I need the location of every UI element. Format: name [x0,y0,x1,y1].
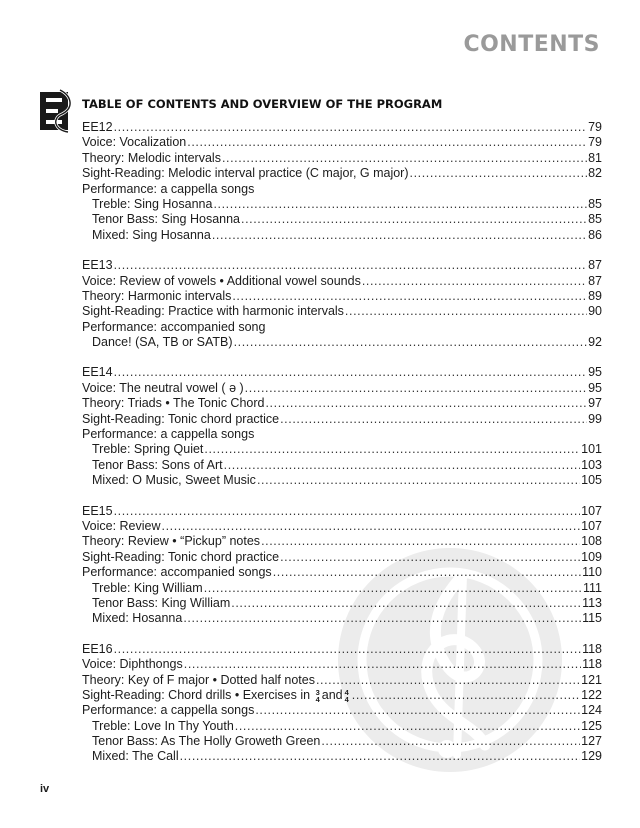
dot-leader [212,228,587,243]
toc-entry-page: 107 [581,518,602,533]
toc-entry[interactable] [82,212,602,227]
toc-entry-page: 111 [582,580,602,595]
toc-entry-page: 82 [588,166,602,181]
toc-entry-label: Tenor Bass: Sons of Art [92,457,223,472]
dot-leader [162,519,581,534]
toc-entry[interactable] [82,182,602,197]
dot-leader [273,565,581,580]
toc-entry-page: 118 [582,657,602,672]
toc-entry-page: 124 [581,703,602,718]
toc-entry-page: 101 [581,442,602,457]
dot-leader [316,673,580,688]
toc-section [82,258,602,350]
toc-entry-label: Sight-Reading: Melodic interval practice (C major, G major) [82,166,409,181]
dot-leader [184,657,581,672]
toc-entry-label: Mixed: Hosanna [92,611,183,626]
dot-leader [255,703,580,718]
toc-entry-page: 129 [581,749,602,764]
toc-entry[interactable] [82,673,602,688]
toc-entry[interactable] [82,596,602,611]
toc-entry-page: 105 [581,473,602,488]
page-title: CONTENTS [463,32,600,57]
time-signature: 3 4 [315,687,320,704]
toc-entry[interactable] [82,473,602,488]
toc-entry[interactable] [82,320,602,335]
toc-entry[interactable] [82,565,602,580]
time-signature: 4 4 [344,687,349,704]
toc-entry-label: Voice: Review [82,518,161,533]
dot-leader [280,412,587,427]
dot-leader [234,335,588,350]
toc-entry-label: Sight-Reading: Practice with harmonic intervals [82,304,344,319]
dot-leader [213,197,587,212]
toc-entry-page: 115 [582,611,602,626]
dot-leader [235,719,580,734]
toc-section [82,365,602,488]
toc-entry[interactable] [82,550,602,565]
toc-entry-page: 125 [581,718,602,733]
dot-leader [321,734,580,749]
toc-entry-page: 87 [588,273,602,288]
toc-entry-page: 92 [588,335,602,350]
treble-clef-e-logo-icon [38,88,78,134]
toc-entry-page: 90 [588,304,602,319]
toc-entry[interactable] [82,228,602,243]
toc-entry-label: Tenor Bass: Sing Hosanna [92,212,241,227]
toc-entry-page: 85 [588,212,602,227]
dot-leader [180,749,581,764]
toc-entry[interactable] [82,642,602,657]
toc-entry[interactable] [82,289,602,304]
dot-leader [114,365,588,380]
toc-entry-label: Treble: King William [92,580,203,595]
toc-entry[interactable] [82,365,602,380]
toc-entry[interactable] [82,335,602,350]
toc-entry-page: 113 [582,595,602,610]
toc-entry[interactable] [82,396,602,411]
toc-entry-label: Mixed: The Call [92,749,179,764]
dot-leader [241,212,587,227]
toc-entry-page: 109 [581,549,602,564]
dot-leader [410,166,588,181]
toc-entry-page: 110 [582,565,602,580]
toc-entry-label: Treble: Love In Thy Youth [92,718,234,733]
toc-entry[interactable] [82,749,602,764]
toc-entry-label: Performance: a cappella songs [82,427,255,442]
toc-entry-label: Theory: Melodic intervals [82,150,221,165]
toc-entry-label: Theory: Triads • The Tonic Chord [82,396,265,411]
dot-leader [114,120,588,135]
toc-entry-label: Performance: a cappella songs [82,703,255,718]
toc-entry-label: Theory: Review • “Pickup” notes [82,534,261,549]
toc-entry-page: 121 [581,672,602,687]
dot-leader [114,642,581,657]
toc-entry-label: Performance: accompanied songs [82,565,272,580]
dot-leader [265,396,587,411]
toc-entry-label: EE16 [82,641,113,656]
toc-entry[interactable] [82,504,602,519]
dot-leader [114,504,581,519]
toc-entry[interactable] [82,458,602,473]
toc-entry-page: 79 [588,120,602,134]
toc-entry[interactable] [82,197,602,212]
dot-leader [187,135,587,150]
toc-entry[interactable] [82,688,602,703]
toc-entry-page: 89 [588,288,602,303]
toc-entry[interactable] [82,719,602,734]
dot-leader [261,534,580,549]
toc-entry[interactable] [82,258,602,273]
toc-entry[interactable] [82,519,602,534]
toc-entry-page: 95 [588,380,602,395]
toc-entry[interactable] [82,734,602,749]
toc-section [82,642,602,765]
dot-leader [224,458,581,473]
toc-entry[interactable] [82,703,602,718]
toc-entry-page: 81 [588,150,602,165]
toc-entry[interactable] [82,442,602,457]
toc-entry-page: 95 [588,365,602,380]
toc-entry[interactable] [82,427,602,442]
toc-entry-page: 85 [588,196,602,211]
toc-list [82,120,602,765]
dot-leader [183,611,581,626]
toc-entry-label: Voice: Review of vowels • Additional vowel sounds [82,273,361,288]
toc-entry-label: EE15 [82,503,113,518]
toc-entry-label: Performance: a cappella songs [82,181,255,196]
toc-entry-page: 107 [581,503,602,518]
toc-entry-label: EE12 [82,120,113,134]
toc-entry-page: 86 [588,227,602,242]
toc-entry-label: Voice: Vocalization [82,135,187,150]
toc-entry-label: Tenor Bass: As The Holly Groweth Green [92,734,321,749]
toc-entry-label: Treble: Spring Quiet [92,442,204,457]
toc-entry-page: 103 [581,457,602,472]
toc-entry[interactable] [82,135,602,150]
toc-entry-label: Mixed: Sing Hosanna [92,227,211,242]
dot-leader [345,304,587,319]
toc-entry-label: Mixed: O Music, Sweet Music [92,473,256,488]
toc-entry[interactable] [82,534,602,549]
toc-entry-label: Theory: Key of F major • Dotted half notes [82,672,315,687]
toc-entry[interactable] [82,581,602,596]
dot-leader [222,151,587,166]
toc-entry-page: 99 [588,411,602,426]
dot-leader [280,550,580,565]
toc-entry-page: 87 [588,258,602,273]
toc-entry[interactable] [82,412,602,427]
dot-leader [362,274,587,289]
toc-entry-page: 79 [588,135,602,150]
toc-section [82,120,602,243]
toc-entry[interactable] [82,151,602,166]
toc-entry-label: EE13 [82,258,113,273]
toc-section [82,504,602,627]
toc-entry-page: 127 [581,734,602,749]
toc-entry-label: Sight-Reading: Tonic chord practice [82,411,280,426]
toc-entry-label: Voice: The neutral vowel ( ə ) [82,380,244,395]
toc-entry[interactable] [82,304,602,319]
toc-entry-page: 108 [581,534,602,549]
dot-leader [352,688,580,703]
toc-entry-page: 118 [582,641,602,656]
toc-entry[interactable] [82,611,602,626]
toc-entry-page: 122 [581,687,602,702]
toc-entry-label: EE14 [82,365,113,380]
toc-entry-label: Voice: Diphthongs [82,657,183,672]
toc-entry[interactable] [82,166,602,181]
dot-leader [232,289,587,304]
toc-heading: TABLE OF CONTENTS AND OVERVIEW OF THE PROGRAM [82,97,443,111]
dot-leader [114,258,588,273]
toc-entry[interactable] [82,381,602,396]
dot-leader [231,596,581,611]
dot-leader [204,442,580,457]
page-folio: iv [40,783,50,795]
dot-leader [204,581,582,596]
toc-entry-label: Sight-Reading: Tonic chord practice [82,549,280,564]
toc-entry-label: Sight-Reading: Chord drills • Exercises in 3 4 and 4 4 [82,687,349,704]
toc-entry-label: Treble: Sing Hosanna [92,196,213,211]
toc-entry-label: Dance! (SA, TB or SATB) [92,335,233,350]
toc-entry[interactable] [82,274,602,289]
toc-entry-label: Theory: Harmonic intervals [82,288,232,303]
toc-entry-page: 97 [588,396,602,411]
dot-leader [245,381,587,396]
toc-entry[interactable] [82,120,602,135]
toc-entry[interactable] [82,657,602,672]
toc-entry-label: Tenor Bass: King William [92,595,231,610]
toc-entry-label: Performance: accompanied song [82,319,266,334]
dot-leader [257,473,580,488]
